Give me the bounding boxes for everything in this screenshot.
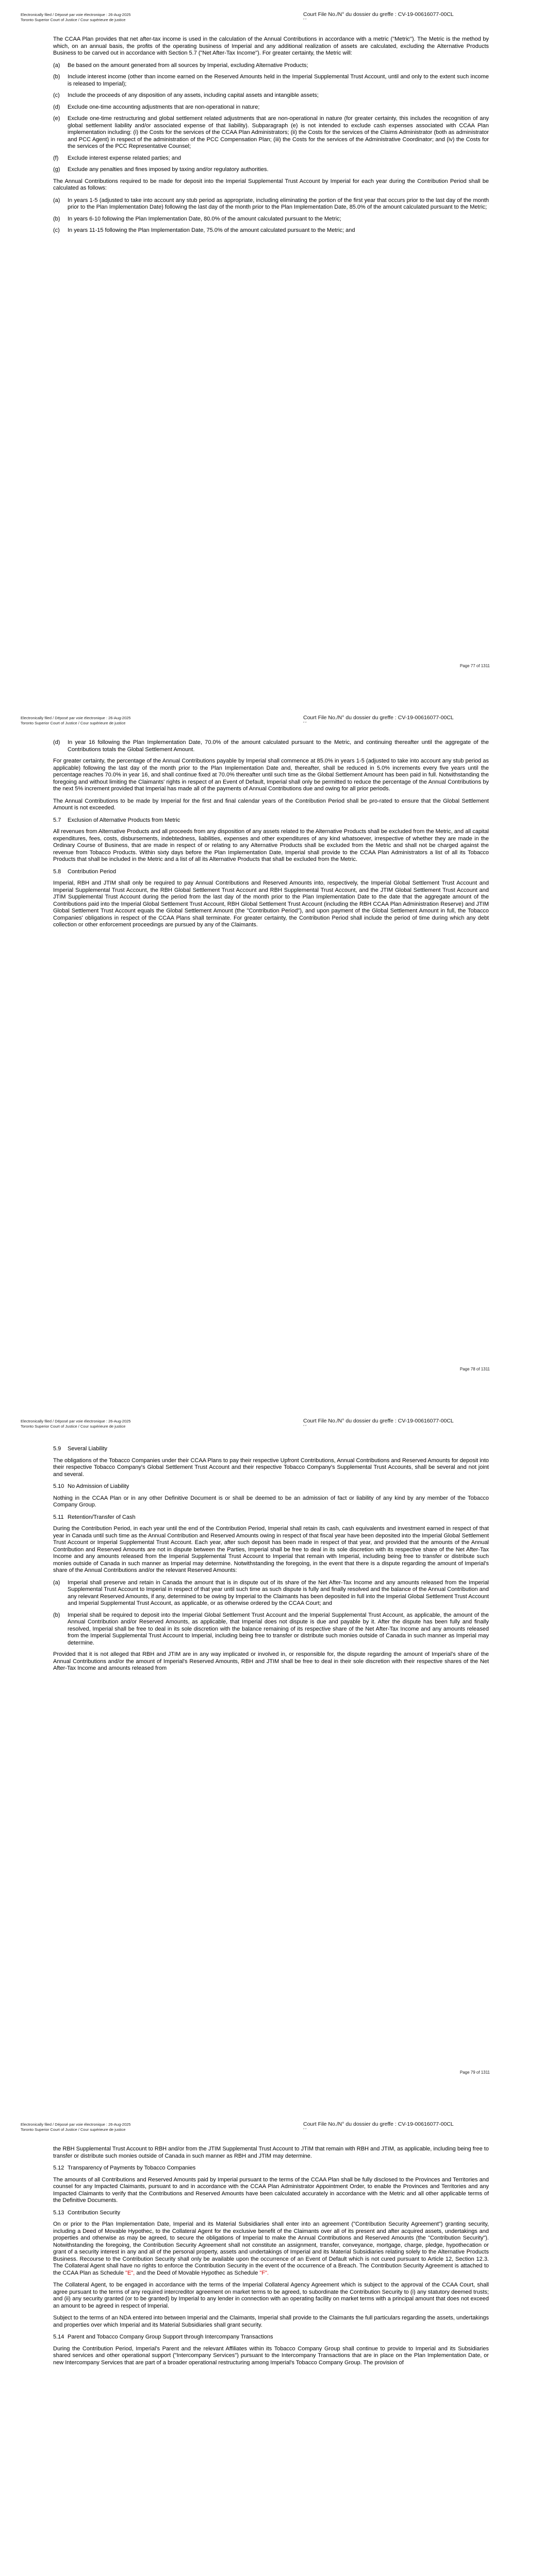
- court-file-number: Court File No./N° du dossier du greffe : CV-19-00616077-00CL: [303, 715, 454, 721]
- document-page-78: [0, 703, 544, 1406]
- list-item-label: (g): [53, 166, 60, 173]
- section-heading: [53, 1446, 489, 1453]
- document-page-77: [0, 0, 544, 703]
- filing-stamp-line2: Toronto Superior Court of Justice / Cour supérieure de justice: [21, 18, 126, 22]
- paragraph-text: On or prior to the Plan Implementation Date, Imperial and its Material Subsidiaries shall enter into an agreement ("Contribution Security Agreement") granting security, including a Deed of Movable Hypothec, to the Collateral Agent for the exclusive benefit of the Claimants over all of its present and after acquired assets, undertakings and properties and otherwise as may be agreed, to secure the obligations of Imperial to make the Annual Contributions and Reserved Amounts (the "Contribution Security"). Notwithstanding the foregoing, the Contribution Security Agreement shall not constitute an assignment, transfer, conveyance, mortgage, charge, pledge, hypothecation or grant of a security interest in any and all of the personal property, assets and undertakings of Imperial and its Material Subsidiaries relating solely to the Alternative Products Business. Recourse to the Contribution Security shall only be available upon the occurrence of an Event of Default which is not cured pursuant to Article 12, Section 12.3. The Collateral Agent shall have no rights to enforce the Contribution Security in the event of the occurrence of a Breach. The Contribution Security Agreement is attached to the CCAA Plan as Schedule: [53, 2221, 489, 2276]
- paragraph: Provided that it is not alleged that RBH and JTIM are in any way implicated or involved in, or responsible for, the dispute regarding the amount of Imperial's share of the Annual Contributions and/or the amount of Imperial's Reserved Amounts, RBH and JTIM shall be free to deal in their sole discretion with their respective shares of the Net After-Tax Income and amounts released from: [53, 1651, 489, 1671]
- section-title: Contribution Period: [68, 868, 117, 875]
- list-item-text: In years 11-15 following the Plan Implementation Date, 75.0% of the amount calculated pursuant to the Metric; and: [68, 227, 355, 233]
- paragraph: During the Contribution Period, Imperial's Parent and the relevant Affiliates within its Tobacco Company Group shall continue to provide to Imperial and its Subsidiaries shared services and other operational support ("Intercompany Services") pursuant to the Intercompany Transactions that are in place on the Plan Implementation Date, or new Intercompany Services that are part of a broader operational restructuring among Imperial's Tobacco Company Group. The provision of: [53, 2345, 489, 2366]
- paragraph: Subject to the terms of an NDA entered into between Imperial and the Claimants, Imperial shall provide to the Claimants the full particulars regarding the assets, undertakings and properties over which Imperial and its Material Subsidiaries shall grant security.: [53, 2315, 489, 2328]
- section-number: 5.14: [53, 2334, 64, 2340]
- list-item: [53, 216, 489, 223]
- list-item: [53, 74, 489, 88]
- page-number: Page 79 of 1311: [459, 2070, 490, 2075]
- list-item-text: Exclude interest expense related parties; and: [68, 155, 182, 161]
- court-file-subline: * *: [303, 19, 307, 22]
- list-item-text: Include interest income (other than income earned on the Reserved Amounts held in the Imperial Supplemental Trust Account, until and only to the extent such income is released to Imperial);: [68, 74, 489, 87]
- list-item: [53, 155, 489, 162]
- filing-stamp-line2: Toronto Superior Court of Justice / Cour supérieure de justice: [21, 1424, 126, 1429]
- court-file-subline: * *: [303, 722, 307, 725]
- list-item-text: Exclude one-time accounting adjustments that are non-operational in nature;: [68, 104, 260, 110]
- list-item-text: In years 6-10 following the Plan Implementation Date, 80.0% of the amount calculated pursuant to the Metric;: [68, 215, 341, 222]
- paragraph: [53, 2221, 489, 2277]
- section-title: Exclusion of Alternative Products from Metric: [68, 817, 180, 823]
- section-heading: [53, 817, 489, 824]
- list-item-label: (a): [53, 1579, 60, 1586]
- page-content: [53, 1443, 489, 1677]
- list-item: [53, 1580, 489, 1607]
- paragraph: The Annual Contributions to be made by Imperial for the first and final calendar years of the Contribution Period shall be pro-rated to ensure that the Global Settlement Amount is not exceeded.: [53, 798, 489, 811]
- list-item-label: (b): [53, 215, 60, 222]
- court-file-subline: * *: [303, 2128, 307, 2131]
- section-heading: [53, 1483, 489, 1490]
- paragraph: All revenues from Alternative Products and all proceeds from any disposition of any assets related to the Alternative Products shall be excluded from the Metric, and all capital expenditures, fees, costs, disbursements, indebtedness, liabilities, expenses and other expenditures of any kind whatsoever, irrespective of whether they are made in the Ordinary Course of Business, that are made in respect of or relating to any Alternative Products shall be excluded from the Metric and shall not be charged against the revenue from Tobacco Products. Within sixty days before the Plan Implementation Date, Imperial shall provide to the CCAA Plan Administrators a list of all its Tobacco Products that shall be included in the Metric and a list of all its Alternative Products that shall be excluded from the Metric.: [53, 828, 489, 862]
- section-heading: [53, 869, 489, 876]
- schedule-reference: "F".: [259, 2269, 269, 2276]
- section-number: 5.11: [53, 1514, 64, 1520]
- paragraph: Nothing in the CCAA Plan or in any other Definitive Document is or shall be deemed to be an admission of fact or liability of any kind by any member of the Tobacco Company Group.: [53, 1495, 489, 1508]
- section-number: 5.8: [53, 868, 61, 875]
- page-content: [53, 36, 489, 239]
- paragraph: The amounts of all Contributions and Reserved Amounts paid by Imperial pursuant to the terms of the CCAA Plan shall be fully disclosed to the Provinces and Territories and counsel for any Impacted Claimants, pursuant to and in accordance with the CCAA Plan Administrator Appointment Order, to enable the Provinces and Territories and any Impacted Claimants to verify that the Contributions and Reserved Amounts have been calculated accurately in accordance with the Metric and all other applicable terms of the Definitive Documents.: [53, 2176, 489, 2204]
- list-item-label: (e): [53, 115, 60, 122]
- list-item: [53, 92, 489, 99]
- paragraph: The obligations of the Tobacco Companies under their CCAA Plans to pay their respective Upfront Contributions, Annual Contributions and Reserved Amounts for deposit into their respective Tobacco Company's Global Settlement Trust Account and their respective Tobacco Company's Supplemental Trust Accounts, shall be several and not joint and several.: [53, 1457, 489, 1478]
- paragraph-text: and the Deed of Movable Hypothec as Schedule: [136, 2269, 260, 2276]
- section-heading: [53, 2334, 489, 2341]
- page-content: [53, 2146, 489, 2371]
- list-item-text: In year 16 following the Plan Implementation Date, 70.0% of the amount calculated pursuant to the Metric, and continuing thereafter until the aggregate of the Contributions totals the Global Settlement Amount.: [68, 739, 489, 753]
- filing-stamp: [21, 716, 130, 726]
- section-heading: [53, 1514, 489, 1521]
- section-number: 5.12: [53, 2165, 64, 2171]
- list-item-label: (a): [53, 197, 60, 204]
- section-title: Parent and Tobacco Company Group Support through Intercompany Transactions: [68, 2334, 273, 2340]
- court-file-number: Court File No./N° du dossier du greffe : CV-19-00616077-00CL: [303, 11, 454, 18]
- list-item-text: Imperial shall preserve and retain in Canada the amount that is in dispute out of its share of the Net After-Tax Income and any amounts released from the Imperial Supplemental Trust Account to Imperial in respect of that year until such time as such dispute is fully and finally resolved and the balance of the Annual Contribution and any relevant Reserved Amounts, if any, determined to be owing by Imperial to the Claimants has been deposited in full into the Imperial Global Settlement Trust Account and Imperial Supplemental Trust Account, as applicable, or as otherwise ordered by the CCAA Court; and: [68, 1579, 489, 1606]
- filing-stamp-line2: Toronto Superior Court of Justice / Cour supérieure de justice: [21, 2127, 126, 2132]
- court-file-number: Court File No./N° du dossier du greffe : CV-19-00616077-00CL: [303, 1418, 454, 1424]
- section-title: Several Liability: [68, 1446, 108, 1452]
- list-item-text: Exclude one-time restructuring and global settlement related adjustments that are non-operational in nature (for greater certainty, this includes the recognition of any global settlement liability and/or associated expense of that liability). Subparagraph (e) is not intended to exclude cash expenses associated with CCAA Plan implementation including: (i) the Costs for the services of the CCAA Plan Administrators; (ii) the Costs for the services of the Claims Administrator (both as administrator and PCC Agent) in respect of the administration of the PCC Compensation Plan; (iii) the Costs for the services of the Administrative Coordinator; and (iv) the Costs for the services of the PCC Representative Counsel;: [68, 115, 489, 149]
- section-heading: [53, 2165, 489, 2172]
- filing-stamp-line1: Electronically filed / Déposé par voie électronique : 26-Aug-2025: [21, 716, 131, 720]
- list-item: [53, 227, 489, 234]
- filing-stamp: [21, 1419, 130, 1429]
- court-file-subline: * *: [303, 1425, 307, 1428]
- list-item-label: (d): [53, 739, 60, 745]
- section-number: 5.9: [53, 1446, 61, 1452]
- paragraph: For greater certainty, the percentage of the Annual Contributions payable by Imperial shall commence at 85.0% in years 1-5 (adjusted to take into account any stub period as applicable) following the last day of the month prior to the Plan Implementation Date and, thereafter, shall be reduced in 5.0% increments every five years until the percentage reaches 70.0% in year 16, and shall continue fixed at 70.0% thereafter until such time as the Global Settlement Amount has been paid in full. Notwithstanding the foregoing and without limiting the Claimants' rights in respect of an Event of Default, Imperial shall only be permitted to reduce the percentage of the Annual Contributions by the next 5% increment provided that Imperial has made all of the payments of Annual Contributions due and owing for all prior periods.: [53, 758, 489, 792]
- document-page-79: [0, 1406, 544, 2110]
- paragraph: the RBH Supplemental Trust Account to RBH and/or from the JTIM Supplemental Trust Account to JTIM that remain with RBH and JTIM, as applicable, including being free to transfer or distribute such monies outside of Canada in such manner as RBH and JTIM may determine.: [53, 2146, 489, 2159]
- list-item-label: (f): [53, 155, 59, 161]
- list-item-label: (a): [53, 62, 60, 69]
- page-number: Page 78 of 1311: [459, 1367, 490, 1371]
- section-heading: [53, 2210, 489, 2217]
- list-item-text: Include the proceeds of any disposition of any assets, including capital assets and intangible assets;: [68, 92, 319, 98]
- paragraph: The Collateral Agent, to be engaged in accordance with the terms of the Imperial Collateral Agency Agreement which is subject to the approval of the CCAA Court, shall agree pursuant to the terms of any required intercreditor agreement on market terms to be agreed, to subordinate the Contribution Security to (i) any statutory deemed trusts; and (ii) any security granted (or to be granted) by Imperial to any lender in connection with an operating facility on market terms with a principal amount that does not exceed an amount to be agreed in respect of Imperial.: [53, 2282, 489, 2309]
- list-item-label: (b): [53, 74, 60, 80]
- list-item-text: In years 1-5 (adjusted to take into account any stub period as appropriate, including eliminating the portion of the first year that occurs prior to the last day of the month prior to the Plan Implementation Date) following the last day of the month prior to the Plan Implementation Date, 85.0% of the amount calculated pursuant to the Metric;: [68, 197, 489, 210]
- section-title: No Admission of Liability: [68, 1483, 129, 1489]
- paragraph: During the Contribution Period, in each year until the end of the Contribution Period, Imperial shall retain its cash, cash equivalents and investment earned in respect of that year in Canada until such time as the Annual Contribution and Reserved Amounts owing in respect of that fiscal year have been deposited into the Imperial Global Settlement Trust Account or Imperial Supplemental Trust Account. Each year, after such deposit has been made in respect of that year, and provided that the amounts of the Annual Contribution and Reserved Amounts are not in dispute between the Parties, Imperial shall be free to deal in its sole discretion with its respective share of the Net After-Tax Income and any amounts released from the Imperial Supplemental Trust Account to Imperial that remain with Imperial, including being free to transfer or distribute such monies outside of Canada in such manner as Imperial may determine. Notwithstanding the foregoing, in the event that there is a dispute regarding the amount of Imperial's share of the Annual Contributions and/or the relevant Reserved Amounts:: [53, 1526, 489, 1573]
- section-number: 5.13: [53, 2209, 64, 2216]
- list-item: [53, 739, 489, 753]
- filing-stamp-line1: Electronically filed / Déposé par voie électronique : 26-Aug-2025: [21, 1419, 131, 1423]
- filing-stamp: [21, 12, 130, 23]
- court-file-number: Court File No./N° du dossier du greffe : CV-19-00616077-00CL: [303, 2121, 454, 2127]
- section-number: 5.7: [53, 817, 61, 823]
- paragraph: Imperial, RBH and JTIM shall only be required to pay Annual Contributions and Reserved Amounts into, respectively, the Imperial Global Settlement Trust Account and Imperial Supplemental Trust Account, the RBH Global Settlement Trust Account and RBH Supplemental Trust Account, and the JTIM Global Settlement Trust Account and JTIM Supplemental Trust Account during the period from the last day of the month prior to the Plan Implementation Date to the date that the aggregate amount of the Contributions paid into the Imperial Global Settlement Trust Account, RBH Global Settlement Trust Account (including the RBH CCAA Plan Administration Reserve) and JTIM Global Settlement Trust Account equals the Global Settlement Amount (the "Contribution Period"), and upon payment of the Global Settlement Amount in full, the Tobacco Companies' obligations in respect of the CCAA Plans shall terminate. For greater certainty, the Contribution Period shall include the period of time during which any debt collection or other enforcement proceedings are pursued by any of the Claimants.: [53, 880, 489, 928]
- list-item: [53, 1612, 489, 1647]
- list-item-label: (d): [53, 104, 60, 110]
- section-title: Retention/Transfer of Cash: [68, 1514, 136, 1520]
- section-title: Transparency of Payments by Tobacco Companies: [68, 2165, 196, 2171]
- list-item-text: Imperial shall be required to deposit into the Imperial Global Settlement Trust Account and the Imperial Supplemental Trust Account, as applicable, the amount of the Annual Contribution and/or Reserved Amounts, as applicable, that Imperial does not dispute is due and payable by it. After the dispute has been fully and finally resolved, Imperial shall be free to deal in its sole discretion with the balance remaining of its respective share of the Net After-Tax Income and any amounts released from the Imperial Supplemental Trust Account to Imperial, including being free to transfer or distribute such monies outside of Canada in such manner as Imperial may determine.: [68, 1612, 489, 1646]
- document-page-80: [0, 2110, 544, 2576]
- filing-stamp-line2: Toronto Superior Court of Justice / Cour supérieure de justice: [21, 721, 126, 725]
- list-item-label: (c): [53, 92, 60, 98]
- section-title: Contribution Security: [68, 2209, 121, 2216]
- list-item: [53, 197, 489, 211]
- page-number: Page 77 of 1311: [459, 664, 490, 668]
- paragraph: The Annual Contributions required to be made for deposit into the Imperial Supplemental Trust Account by Imperial for each year during the Contribution Period shall be calculated as follows:: [53, 178, 489, 191]
- section-number: 5.10: [53, 1483, 64, 1489]
- paragraph: The CCAA Plan provides that net after-tax income is used in the calculation of the Annual Contributions in accordance with a metric ("Metric"). The Metric is the method by which, on an annual basis, the profits of the operating business of Imperial and any additional realization of assets are calculated, excluding the Alternative Products Business to be carved out in accordance with Section 5.7 ("Net After-Tax Income"). For greater certainty, the Metric will:: [53, 36, 489, 56]
- list-item: [53, 62, 489, 70]
- schedule-reference: "E",: [123, 2269, 137, 2276]
- list-item-text: Exclude any penalties and fines imposed by taxing and/or regulatory authorities.: [68, 166, 269, 173]
- list-item-label: (b): [53, 1612, 60, 1618]
- list-item: [53, 166, 489, 174]
- list-item: [53, 115, 489, 150]
- filing-stamp: [21, 2122, 130, 2132]
- list-item-text: Be based on the amount generated from all sources by Imperial, excluding Alternative Products;: [68, 62, 308, 69]
- page-content: [53, 739, 489, 934]
- list-item-label: (c): [53, 227, 60, 233]
- list-item: [53, 104, 489, 111]
- filing-stamp-line1: Electronically filed / Déposé par voie électronique : 26-Aug-2025: [21, 12, 131, 17]
- filing-stamp-line1: Electronically filed / Déposé par voie électronique : 26-Aug-2025: [21, 2122, 131, 2127]
